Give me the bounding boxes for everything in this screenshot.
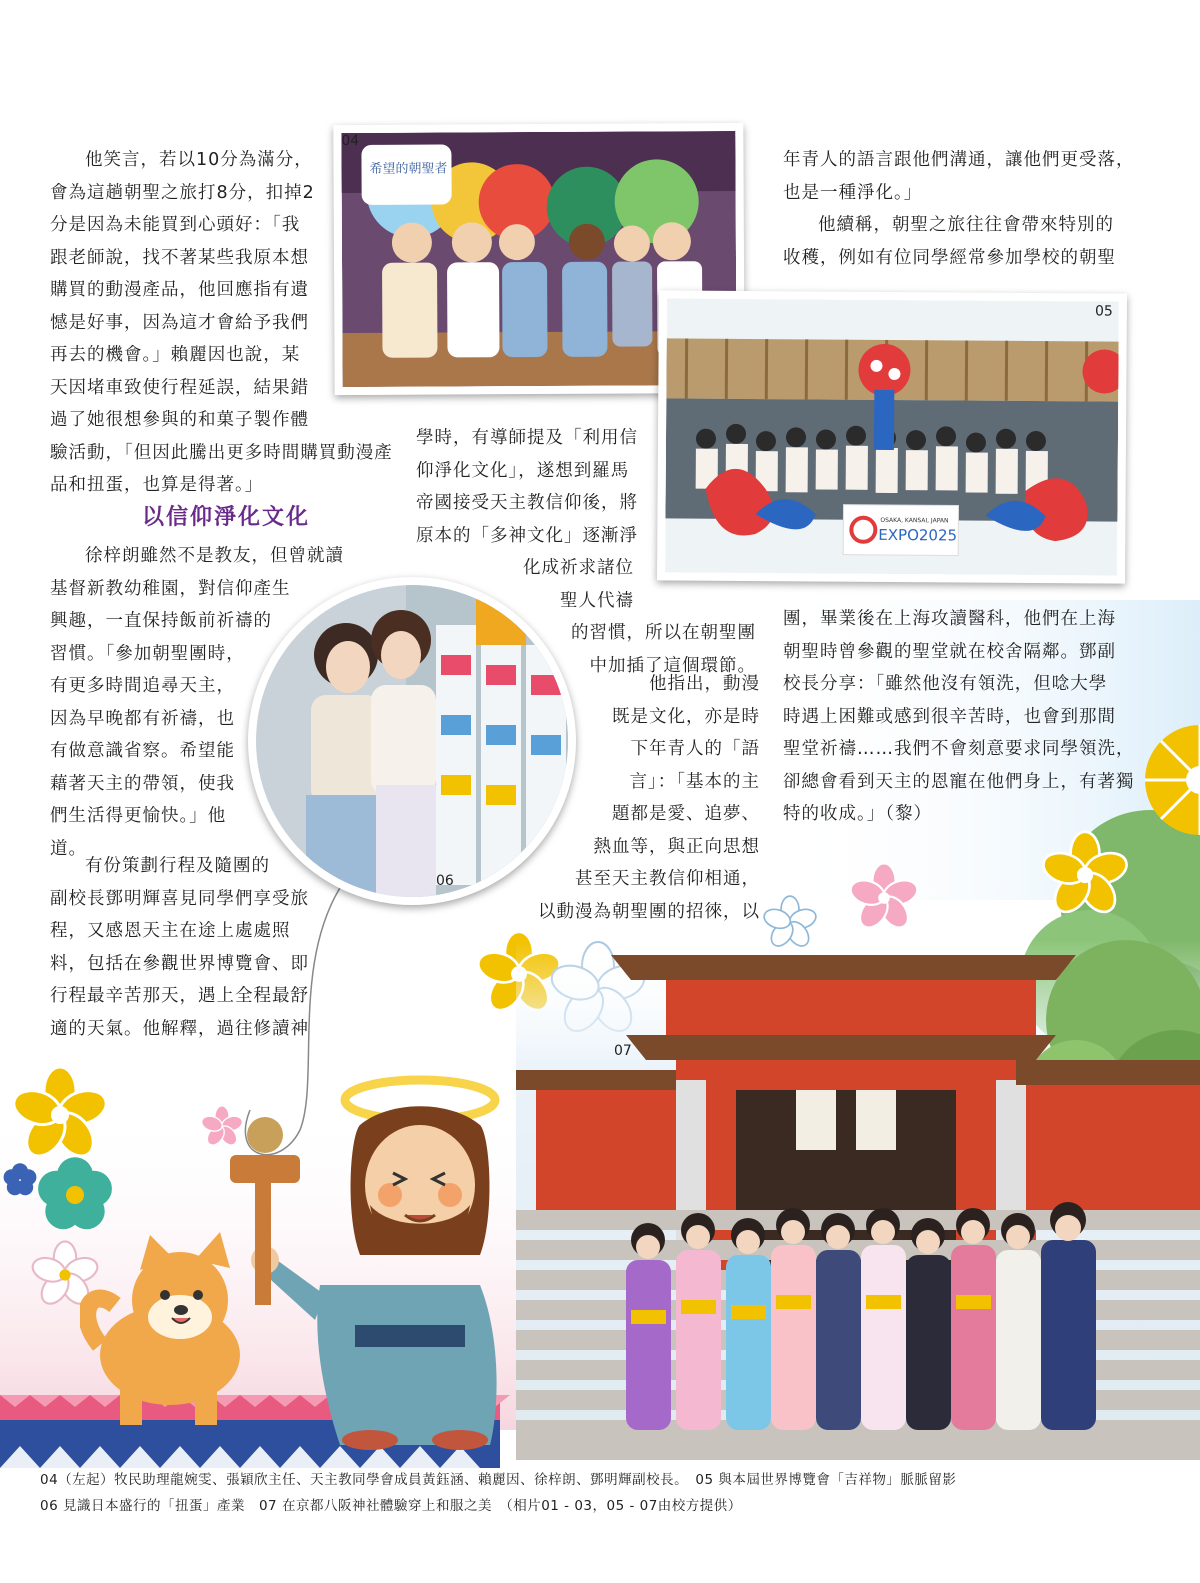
text-line: 適的天氣。他解釋，過往修讀神 bbox=[50, 1018, 309, 1039]
text-line: 料，包括在參觀世界博覽會、即 bbox=[50, 953, 309, 974]
text-line: 以動漫為朝聖團的招徠，以 bbox=[538, 901, 760, 922]
text-line: 憾是好事，因為這才會給予我們 bbox=[50, 312, 309, 333]
column-3-top bbox=[783, 144, 1143, 274]
text-line: 有更多時間追尋天主， bbox=[50, 676, 235, 696]
text-line: 朝聖時曾參觀的聖堂就在校舍隔鄰。鄧副 bbox=[783, 641, 1116, 662]
text-line: 分是因為未能買到心頭好：「我 bbox=[50, 215, 301, 235]
text-line: 聖堂祈禱……我們不會刻意要求同學領洗， bbox=[783, 739, 1135, 759]
column-2-block-a bbox=[416, 422, 656, 552]
text-line: 驗活動，「但因此騰出更多時間購買動漫產 bbox=[50, 442, 393, 463]
text-line: 過了她很想參與的和菓子製作體 bbox=[50, 410, 309, 430]
text-line: 中加插了這個環節。 bbox=[589, 655, 756, 676]
text-line: 購買的動漫產品，他回應指有遺 bbox=[50, 280, 309, 300]
text-line: 品和扭蛋，也算是得著。」 bbox=[50, 475, 264, 495]
text-line: 基督新教幼稚園，對信仰產生 bbox=[50, 578, 291, 599]
photo-07-scene bbox=[516, 940, 1200, 1460]
text-line: 學時，有導師提及「利用信 bbox=[416, 428, 638, 448]
text-line: 收穫，例如有位同學經常參加學校的朝聖 bbox=[783, 247, 1116, 268]
text-line: 的習慣，所以在朝聖團 bbox=[571, 623, 756, 643]
text-line: 因為早晚都有祈禱，也 bbox=[50, 708, 235, 729]
text-line: 言」：「基本的主 bbox=[629, 771, 760, 792]
text-line: 天因堵車致使行程延誤，結果錯 bbox=[50, 377, 309, 398]
text-line: 他笑言，若以10分為滿分， bbox=[85, 150, 313, 170]
text-line: 他指出，動漫 bbox=[649, 674, 760, 694]
cartoon-jesus-illustration bbox=[80, 1055, 520, 1455]
photo-06-scene bbox=[256, 585, 568, 897]
text-line: 藉著天主的帶領，使我 bbox=[50, 773, 235, 794]
column-3-bottom bbox=[783, 603, 1143, 831]
text-line: 也是一種淨化。」 bbox=[783, 182, 923, 203]
text-line: 團，畢業後在上海攻讀醫科，他們在上海 bbox=[783, 609, 1116, 629]
text-line: 會為這趟朝聖之旅打8分，扣掉2 bbox=[50, 182, 315, 203]
caption-line-1: 04（左起）牧民助理龍婉雯、張穎欣主任、天主教同學會成員黃鈺涵、賴麗因、徐梓朗、鄧明輝副校長。 05 與本屆世界博覽會「吉祥物」脈脈留影 bbox=[40, 1472, 957, 1488]
text-line: 特的收成。」（黎） bbox=[783, 804, 932, 824]
text-line: 甚至天主教信仰相通， bbox=[575, 869, 760, 889]
photo-06-gacha-circle bbox=[248, 577, 576, 905]
text-line: 有份策劃行程及隨團的 bbox=[85, 856, 270, 876]
text-line: 副校長鄧明輝喜見同學們享受旅 bbox=[50, 888, 309, 909]
photo-number: 07 bbox=[614, 1043, 632, 1059]
photo-captions bbox=[40, 1469, 1170, 1517]
text-line: 帝國接受天主教信仰後，將 bbox=[416, 493, 638, 513]
text-line: 跟老師說，找不著某些我原本想 bbox=[50, 247, 309, 268]
photo-number: 05 bbox=[1094, 303, 1113, 320]
photo-07-yasaka-shrine bbox=[516, 940, 1200, 1460]
text-line: 他續稱，朝聖之旅往往會帶來特別的 bbox=[818, 215, 1114, 235]
text-line: 興趣，一直保持飯前祈禱的 bbox=[50, 611, 272, 631]
text-line: 行程最辛苦那天，遇上全程最舒 bbox=[50, 986, 309, 1006]
text-line: 題都是愛、追夢、 bbox=[612, 804, 760, 824]
text-line: 聖人代禱 bbox=[560, 590, 634, 611]
text-line: 既是文化，亦是時 bbox=[612, 706, 760, 727]
text-line: 習慣。「參加朝聖團時， bbox=[50, 643, 245, 664]
text-line: 年青人的語言跟他們溝通，讓他們更受落， bbox=[783, 150, 1135, 170]
plum-blossom-blue-icon bbox=[0, 1160, 40, 1200]
text-line: 仰淨化文化」，遂想到羅馬 bbox=[416, 460, 630, 481]
text-line: 校長分享：「雖然他沒有領洗，但唸大學 bbox=[783, 674, 1108, 694]
text-line: 熱血等，與正向思想 bbox=[593, 836, 760, 857]
section-heading: 以信仰淨化文化 bbox=[142, 505, 311, 530]
text-line: 原本的「多神文化」逐漸淨 bbox=[416, 525, 638, 546]
photo-05-scene bbox=[665, 298, 1119, 575]
caption-line-2: 06 見識日本盛行的「扭蛋」產業 07 在京都八阪神社體驗穿上和服之美 （相片01 - 03，05 - 07由校方提供） bbox=[40, 1498, 742, 1514]
photo-number: 06 bbox=[436, 873, 454, 889]
text-line: 道。 bbox=[50, 838, 87, 859]
photo-06-image bbox=[256, 585, 568, 897]
photo-number: 04 bbox=[341, 132, 360, 150]
text-line: 化成祈求諸位 bbox=[523, 558, 634, 578]
text-line: 有做意識省察。希望能 bbox=[50, 741, 235, 761]
sakura-gold-icon bbox=[1040, 830, 1130, 920]
text-line: 徐梓朗雖然不是教友，但曾就讀 bbox=[85, 546, 344, 566]
text-line: 們生活得更愉快。」他 bbox=[50, 806, 227, 826]
text-line: 再去的機會。」賴麗因也說，某 bbox=[50, 345, 301, 365]
banner-text: 希望的朝聖者 bbox=[369, 161, 448, 177]
column-1-paragraph-3 bbox=[50, 850, 370, 1045]
text-line: 下年青人的「語 bbox=[630, 739, 760, 759]
photo-05-image bbox=[665, 298, 1119, 575]
expo-sign-text: EXPO2025 bbox=[878, 525, 958, 545]
photo-05-expo-mascot bbox=[657, 290, 1127, 583]
expo-sign-small-text: OSAKA, KANSAI, JAPAN bbox=[880, 516, 949, 525]
chrysanthemum-gold-icon bbox=[1140, 720, 1200, 840]
text-line: 程，又感恩天主在途上處處照 bbox=[50, 921, 291, 941]
text-line: 卻總會看到天主的恩寵在他們身上，有著獨 bbox=[783, 771, 1135, 792]
text-line: 時遇上困難或感到很辛苦時，也會到那間 bbox=[783, 706, 1116, 727]
sakura-pink-icon bbox=[848, 862, 920, 934]
